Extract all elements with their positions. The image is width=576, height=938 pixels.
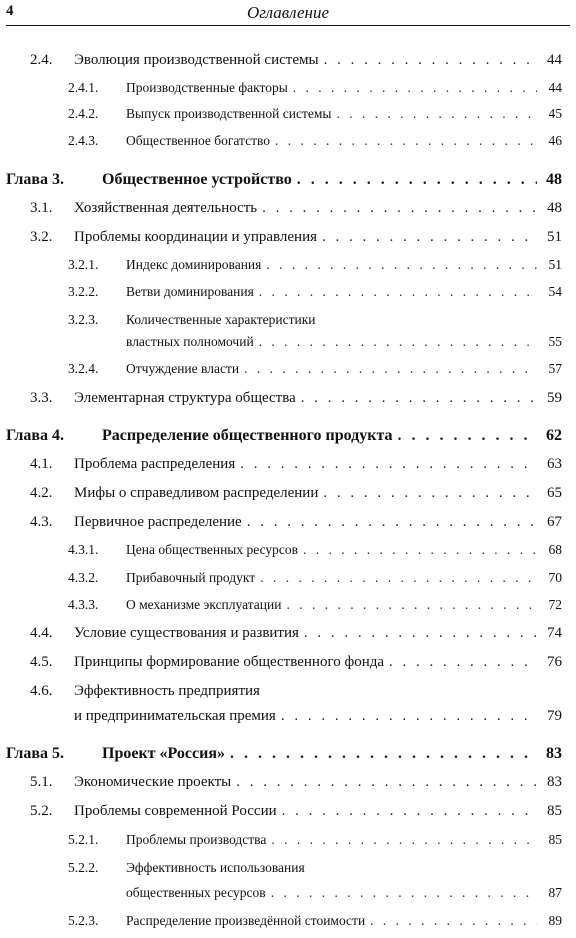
dot-leader (240, 456, 537, 473)
dot-leader (323, 485, 537, 502)
toc-entry-page: 51 (548, 257, 562, 272)
dot-leader (398, 427, 537, 445)
dot-leader (389, 654, 537, 671)
toc-entry-chapter (6, 171, 562, 189)
toc-entry-page: 72 (548, 597, 562, 612)
toc-entry-number: 4.2. (30, 485, 53, 501)
toc-entry-title: и предпринимательская премия (74, 708, 276, 724)
toc-entry-title: Ветви доминирования (126, 284, 254, 299)
toc-entry-sub (68, 284, 562, 300)
toc-entry-section (30, 229, 562, 246)
toc-entry-page: 48 (546, 171, 562, 188)
toc-entry-sub (68, 106, 562, 122)
toc-entry-title: Хозяйственная деятельность (74, 200, 258, 216)
dot-leader (260, 570, 537, 586)
dot-leader (286, 597, 537, 613)
dot-leader (271, 885, 537, 901)
toc-entry-section (30, 774, 562, 791)
toc-entry-number: 4.6. (30, 683, 53, 699)
toc-entry-continuation (68, 885, 562, 901)
toc-entry-number: 4.4. (30, 625, 53, 641)
dot-leader (236, 774, 537, 791)
toc-entry-page: 76 (547, 654, 562, 670)
toc-entry-section (30, 52, 562, 69)
toc-entry-title: О механизме эксплуатации (126, 597, 282, 612)
toc-entry-number: 5.1. (30, 774, 53, 790)
toc-entry-title: Проблемы координации и управления (74, 229, 318, 245)
toc-entry-page: 57 (548, 361, 562, 376)
toc-entry-title: Проект «Россия» (102, 745, 225, 762)
dot-leader (293, 80, 537, 96)
toc-entry-number: 4.1. (30, 456, 53, 472)
toc-entry-page: 83 (546, 745, 562, 762)
toc-entry-page: 67 (547, 514, 562, 530)
toc-entry-number: Глава 5. (6, 745, 64, 762)
toc-entry-continuation (30, 708, 562, 725)
toc-entry-title: Отчуждение власти (126, 361, 240, 376)
toc-entry-chapter (6, 745, 562, 763)
toc-entry-title: властных полномочий (126, 334, 254, 349)
dot-leader (259, 334, 537, 350)
toc-entry-page: 46 (548, 133, 562, 148)
dot-leader (324, 52, 537, 69)
toc-entry-number: 3.3. (30, 390, 53, 406)
toc-entry-title: Первичное распределение (74, 514, 242, 530)
dot-leader (271, 832, 537, 848)
toc-entry-number: 3.2.4. (68, 361, 99, 376)
toc-entry-title: Распределение общественного продукта (102, 427, 393, 444)
dot-leader (247, 514, 537, 531)
toc-entry-page: 85 (547, 803, 562, 819)
dot-leader (281, 708, 537, 725)
toc-entry-section (30, 200, 562, 217)
dot-leader (259, 284, 537, 300)
toc-entry-page: 54 (548, 284, 562, 299)
dot-leader (297, 171, 537, 189)
toc-entry-sub (68, 832, 562, 848)
toc-entry-title-line1: Количественные характеристики (126, 312, 316, 327)
toc-entry-page: 59 (547, 390, 562, 406)
toc-entry-title: Условие существования и развития (74, 625, 299, 641)
toc-entry-page: 44 (547, 52, 562, 68)
toc-entry-number: 2.4. (30, 52, 53, 68)
toc-entry-number: 5.2.3. (68, 913, 99, 928)
toc-entry-title: Проблема распределения (74, 456, 236, 472)
toc-entry-sub (68, 361, 562, 377)
toc-entry-number: 4.3.1. (68, 542, 99, 557)
toc-entry-section (30, 485, 562, 502)
toc-entry-page: 63 (547, 456, 562, 472)
toc-entry-number: 2.4.1. (68, 80, 99, 95)
dot-leader (244, 361, 537, 377)
toc-entry-number: 3.2.3. (68, 312, 99, 327)
toc-entry-sub (68, 312, 562, 328)
toc-entry-number: 5.2.1. (68, 832, 99, 847)
toc-entry-title: Цена общественных ресурсов (126, 542, 299, 557)
toc-entry-page: 44 (548, 80, 562, 95)
toc-entry-sub (68, 913, 562, 929)
toc-entry-page: 55 (548, 334, 562, 349)
toc-entry-title: Распределение произведённой стоимости (126, 913, 366, 928)
toc-entry-number: Глава 3. (6, 171, 64, 188)
dot-leader (303, 542, 537, 558)
dot-leader (304, 625, 537, 642)
toc-entry-number: 4.3. (30, 514, 53, 530)
toc-entry-sub (68, 542, 562, 558)
page-header (6, 3, 570, 26)
toc-entry-section (30, 683, 562, 700)
toc-entry-page: 62 (546, 427, 562, 444)
toc-entry-sub (68, 257, 562, 273)
toc-entry-number: 3.2.2. (68, 284, 99, 299)
dot-leader (275, 133, 537, 149)
toc-entry-section (30, 625, 562, 642)
toc-entry-page: 89 (548, 913, 562, 928)
toc-entry-page: 83 (547, 774, 562, 790)
page-number: 4 (6, 3, 14, 19)
toc-entry-section (30, 803, 562, 820)
dot-leader (301, 390, 537, 407)
toc-entry-title: Проблемы производства (126, 832, 267, 847)
toc-entry-title: Эволюция производственной системы (74, 52, 319, 68)
toc-entry-continuation (68, 334, 562, 350)
toc-entry-number: 5.2. (30, 803, 53, 819)
toc-entry-title: Мифы о справедливом распределении (74, 485, 319, 501)
toc-entry-sub (68, 860, 562, 876)
toc-entry-section (30, 456, 562, 473)
toc-entry-page: 45 (548, 106, 562, 121)
dot-leader (230, 745, 537, 763)
toc-entry-title: общественных ресурсов (126, 885, 266, 900)
toc-entry-sub (68, 80, 562, 96)
toc-entry-page: 48 (547, 200, 562, 216)
toc-entry-sub (68, 133, 562, 149)
toc-entry-number: Глава 4. (6, 427, 64, 444)
toc-entry-number: 4.3.2. (68, 570, 99, 585)
toc-entry-sub (68, 570, 562, 586)
toc-entry-title: Прибавочный продукт (126, 570, 256, 585)
toc-entry-number: 2.4.3. (68, 133, 99, 148)
dot-leader (336, 106, 537, 122)
toc-entry-number: 4.5. (30, 654, 53, 670)
toc-entry-title: Экономические проекты (74, 774, 232, 790)
toc-entry-title: Индекс доминирования (126, 257, 262, 272)
toc-entry-page: 85 (548, 832, 562, 847)
toc-entry-title: Элементарная структура общества (74, 390, 296, 406)
toc-entry-page: 68 (548, 542, 562, 557)
toc-entry-number: 3.2. (30, 229, 53, 245)
toc-entry-page: 79 (547, 708, 562, 724)
toc-entry-title-line1: Эффективность использования (126, 860, 305, 875)
dot-leader (282, 803, 537, 820)
toc-entry-page: 70 (548, 570, 562, 585)
dot-leader (370, 913, 537, 929)
dot-leader (266, 257, 537, 273)
toc-entry-title: Принципы формирование общественного фонда (74, 654, 385, 670)
toc-entry-number: 5.2.2. (68, 860, 99, 875)
toc-entry-section (30, 514, 562, 531)
toc-entry-section (30, 390, 562, 407)
toc-entry-number: 3.2.1. (68, 257, 99, 272)
dot-leader (322, 229, 537, 246)
running-title: Оглавление (246, 3, 330, 22)
toc-entry-title: Общественное устройство (102, 171, 292, 188)
toc-entry-page: 51 (547, 229, 562, 245)
toc-entry-page: 74 (547, 625, 562, 641)
toc-entry-title: Общественное богатство (126, 133, 271, 148)
toc-entry-page: 65 (547, 485, 562, 501)
toc-entry-title: Выпуск производственной системы (126, 106, 332, 121)
toc-entry-title: Проблемы современной России (74, 803, 277, 819)
dot-leader (262, 200, 537, 217)
toc-entry-chapter (6, 427, 562, 445)
toc-entry-section (30, 654, 562, 671)
toc-entry-number: 4.3.3. (68, 597, 99, 612)
toc-entry-number: 2.4.2. (68, 106, 99, 121)
toc-entry-page: 87 (548, 885, 562, 900)
toc-entry-number: 3.1. (30, 200, 53, 216)
toc-entry-title: Производственные факторы (126, 80, 288, 95)
toc-entry-sub (68, 597, 562, 613)
toc-entry-title-line1: Эффективность предприятия (74, 683, 260, 699)
